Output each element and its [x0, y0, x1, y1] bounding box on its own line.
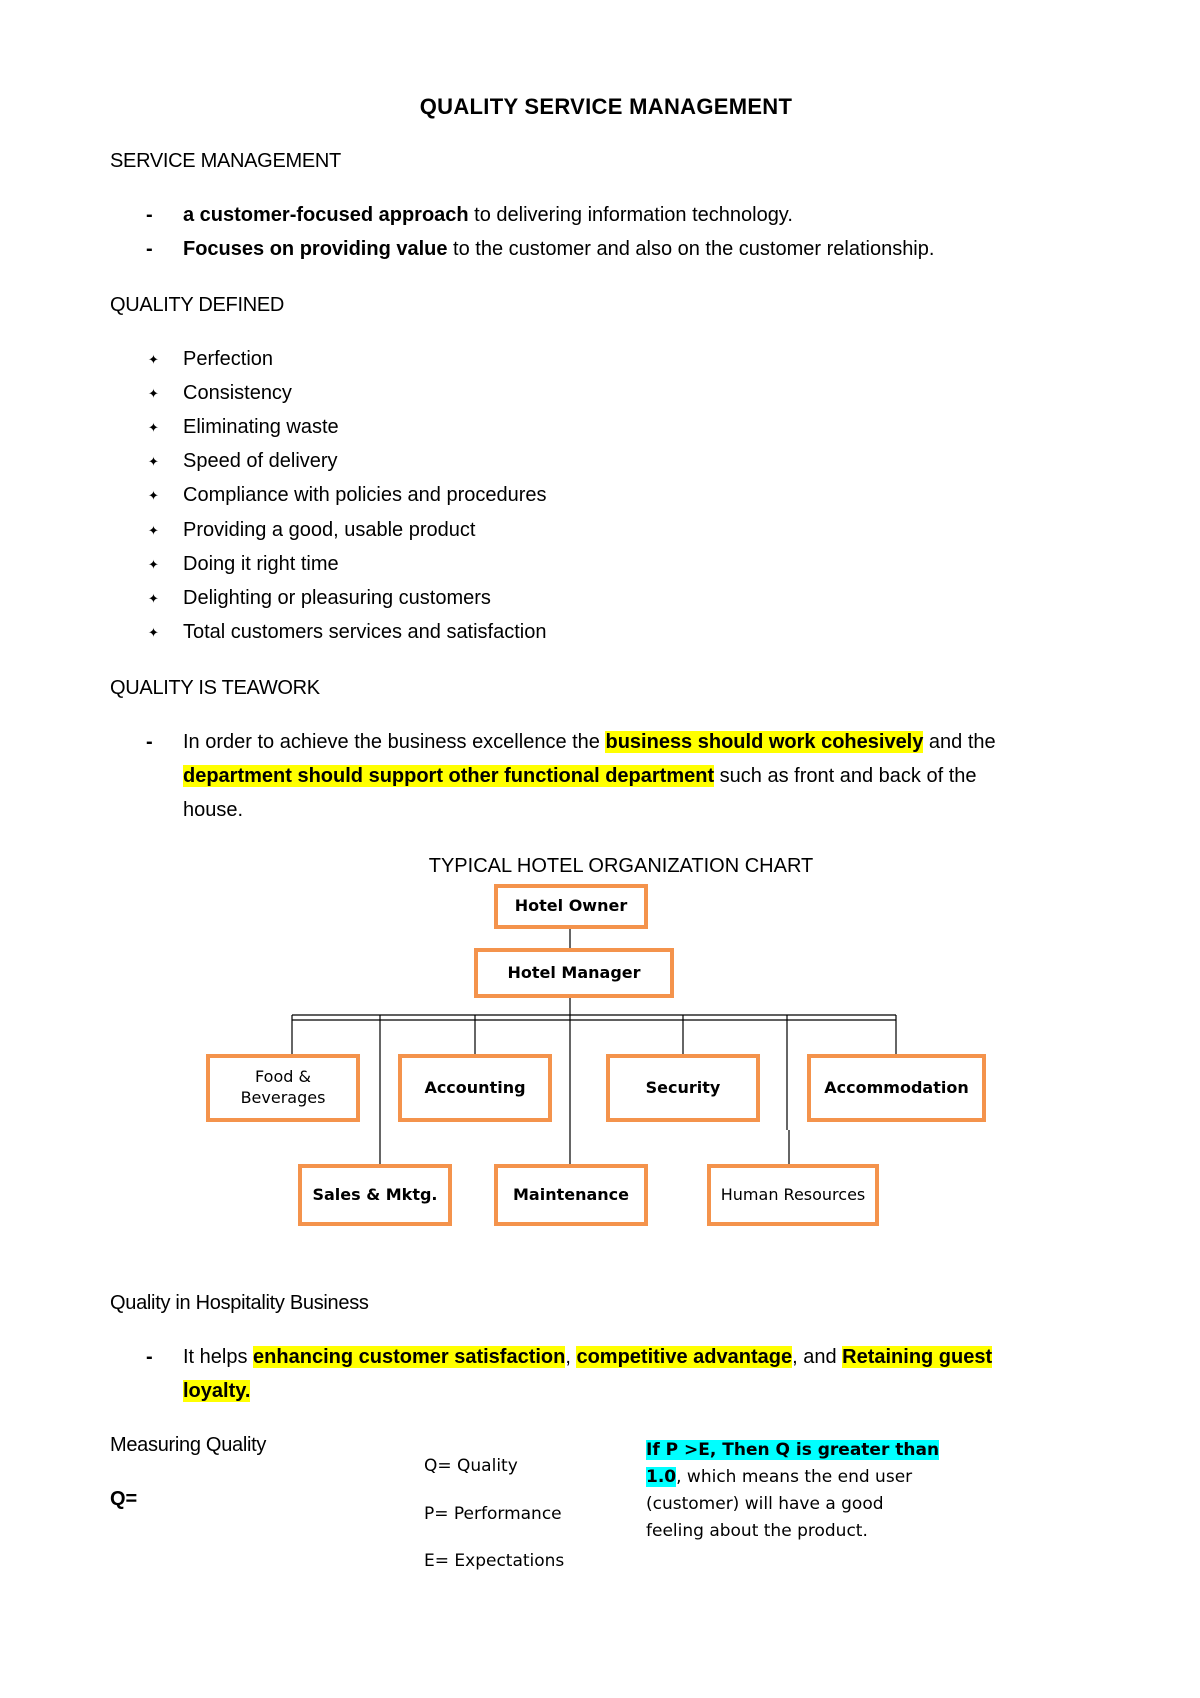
org-box-food-beverages: Food & Beverages [206, 1054, 360, 1122]
definition-e: E= Expectations [424, 1551, 565, 1571]
list-item: Eliminating waste [183, 416, 339, 438]
paragraph-line: house. [183, 799, 244, 821]
diamond-bullet-icon: ✦ [148, 625, 159, 640]
definition-q: Q= Quality [424, 1456, 518, 1476]
section-heading-hospitality: Quality in Hospitality Business [110, 1292, 369, 1314]
section-heading-measuring: Measuring Quality [110, 1434, 267, 1456]
dash-bullet: - [146, 204, 153, 226]
list-item: Total customers services and satisfaction [183, 621, 547, 643]
org-box-accommodation: Accommodation [807, 1054, 986, 1122]
diamond-bullet-icon: ✦ [148, 352, 159, 367]
list-item: Consistency [183, 382, 292, 404]
section-heading-teamwork: QUALITY IS TEAWORK [110, 677, 320, 699]
paragraph-line: loyalty. [183, 1380, 251, 1402]
section-heading-service-management: SERVICE MANAGEMENT [110, 150, 341, 172]
list-item: Delighting or pleasuring customers [183, 587, 491, 609]
org-box-security: Security [606, 1054, 760, 1122]
section-heading-quality-defined: QUALITY DEFINED [110, 294, 285, 316]
org-chart-title: TYPICAL HOTEL ORGANIZATION CHART [428, 855, 814, 877]
dash-bullet: - [146, 731, 153, 753]
paragraph-line: department should support other functional department such as front and back of the [183, 765, 977, 787]
paragraph-line: In order to achieve the business excellence the business should work cohesively and the [183, 731, 996, 753]
org-box-accounting: Accounting [398, 1054, 552, 1122]
list-item: Perfection [183, 348, 274, 370]
list-item: Focuses on providing value to the customer and also on the customer relationship. [183, 238, 935, 260]
diamond-bullet-icon: ✦ [148, 523, 159, 538]
org-box-hotel-manager: Hotel Manager [474, 948, 674, 998]
diamond-bullet-icon: ✦ [148, 454, 159, 469]
list-item: Speed of delivery [183, 450, 338, 472]
quality-note: If P >E, Then Q is greater than 1.0, which means the end user (customer) will have a good feeling about the product. [646, 1440, 940, 1541]
list-item: Compliance with policies and procedures [183, 484, 547, 506]
list-item: a customer-focused approach to delivering information technology. [183, 204, 793, 226]
diamond-bullet-icon: ✦ [148, 488, 159, 503]
diamond-bullet-icon: ✦ [148, 557, 159, 572]
diamond-bullet-icon: ✦ [148, 386, 159, 401]
org-box-hotel-owner: Hotel Owner [494, 884, 648, 929]
org-box-sales-marketing: Sales & Mktg. [298, 1164, 452, 1226]
paragraph-line: It helps enhancing customer satisfaction, competitive advantage, and Retaining guest [183, 1346, 993, 1368]
dash-bullet: - [146, 238, 153, 260]
definition-p: P= Performance [424, 1504, 562, 1524]
diamond-bullet-icon: ✦ [148, 591, 159, 606]
list-item: Providing a good, usable product [183, 519, 476, 541]
list-item: Doing it right time [183, 553, 339, 575]
diamond-bullet-icon: ✦ [148, 420, 159, 435]
formula-label: Q= [110, 1488, 138, 1510]
dash-bullet: - [146, 1346, 153, 1368]
org-box-human-resources: Human Resources [707, 1164, 879, 1226]
org-box-maintenance: Maintenance [494, 1164, 648, 1226]
page-title: QUALITY SERVICE MANAGEMENT [419, 94, 793, 119]
